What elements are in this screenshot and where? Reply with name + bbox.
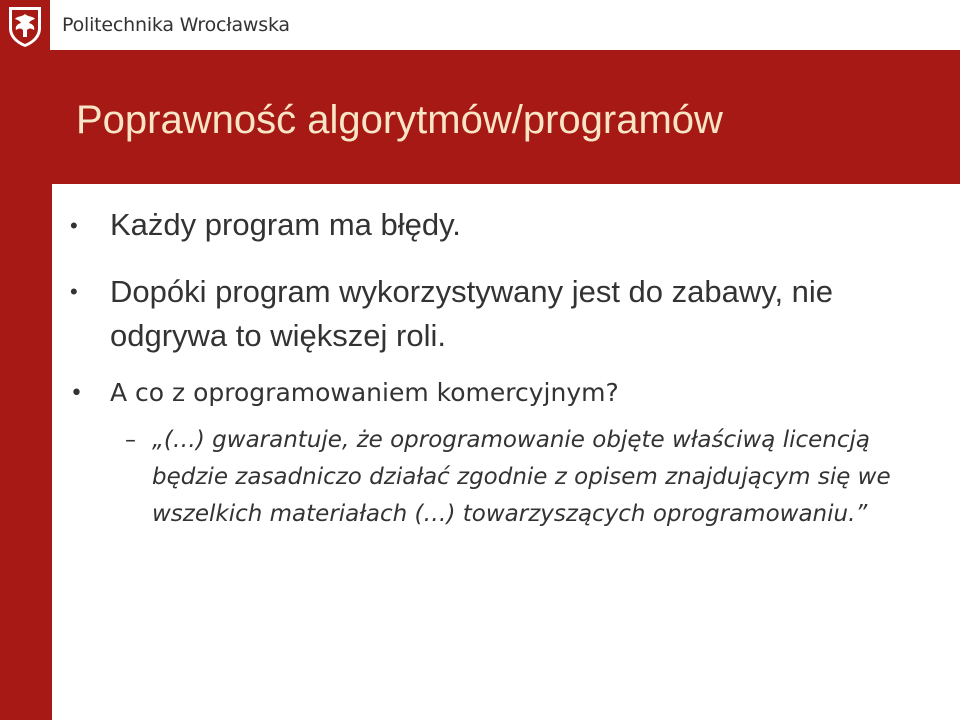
sub-bullet-quote	[70, 422, 940, 533]
slide-content	[70, 205, 940, 533]
bullet-dot-icon: •	[70, 279, 78, 304]
bullet-text: Dopóki program wykorzystywany jest do zabawy, nie odgrywa to większej roli.	[110, 274, 834, 353]
institution-name: Politechnika Wrocławska	[62, 14, 290, 36]
dash-icon: –	[125, 428, 136, 453]
bullet-item	[70, 205, 940, 245]
quote-text: „(…) gwarantuje, że oprogramowanie objęte właściwą licencją będzie zasadniczo działać zgodnie z opisem znajdującym się we wszelkich materiałach (…) towarzyszących oprogramowaniu.”	[152, 427, 891, 527]
bullet-dot-icon: •	[70, 381, 83, 406]
university-crest-icon	[0, 0, 50, 50]
bullet-text: A co z oprogramowaniem komercyjnym?	[110, 378, 619, 407]
logo	[0, 0, 330, 50]
bullet-dot-icon: •	[70, 213, 78, 238]
slide-title: Poprawność algorytmów/programów	[76, 98, 723, 142]
bullet-text: Każdy program ma błędy.	[110, 207, 461, 242]
title-band	[52, 50, 960, 184]
left-accent-bar	[0, 50, 52, 720]
bullet-item	[70, 270, 940, 358]
bullet-item	[70, 376, 940, 410]
